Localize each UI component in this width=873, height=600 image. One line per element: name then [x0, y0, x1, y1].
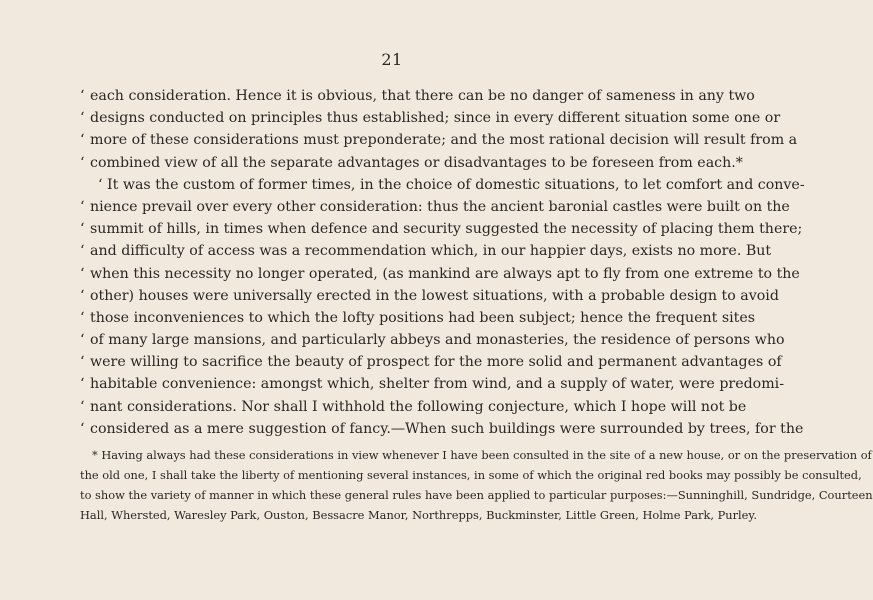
- quote-mark: ‘: [80, 420, 85, 437]
- line-text: considered as a mere suggestion of fancy.—When such buildings were surrounded by trees, for the: [90, 420, 804, 437]
- quote-mark: ‘: [80, 332, 85, 349]
- line-text: nience prevail over every other consideration: thus the ancient baronial castles were built on the: [90, 198, 790, 215]
- footnote-line: Hall, Whersted, Waresley Park, Ouston, Bessacre Manor, Northrepps, Buckminster, Little Green, Holme Park, Purley.: [80, 508, 757, 522]
- quote-mark: ‘: [80, 88, 85, 104]
- line-text: combined view of all the separate advantages or disadvantages to be foreseen from each.*: [90, 154, 743, 171]
- quote-mark: ‘: [80, 287, 85, 304]
- text-line: [80, 110, 781, 132]
- text-line: [80, 198, 790, 221]
- text-line: [80, 398, 747, 421]
- quote-mark: ‘: [80, 243, 85, 260]
- text-line: [80, 265, 800, 288]
- line-text: were willing to sacrifice the beauty of prospect for the more solid and permanent advantages of: [90, 354, 782, 371]
- text-line: [80, 332, 785, 354]
- line-text: other) houses were universally erected in the lowest situations, with a probable design to avoid: [90, 287, 779, 304]
- quote-mark: ‘: [80, 221, 85, 238]
- footnote-line: * Having always had these considerations in view whenever I have been consulted in the site of a new house, or on the preservation of: [92, 448, 872, 462]
- quote-mark: ‘: [80, 154, 85, 171]
- line-text: more of these considerations must preponderate; and the most rational decision will result from a: [90, 132, 798, 149]
- text-line: [80, 287, 779, 310]
- line-text: ‘ It was the custom of former times, in the choice of domestic situations, to let comfort and conve-: [98, 176, 805, 193]
- quote-mark: ‘: [80, 398, 85, 415]
- line-text: habitable convenience: amongst which, shelter from wind, and a supply of water, were predomi-: [90, 376, 785, 393]
- text-line: [80, 309, 756, 332]
- text-line: [80, 420, 804, 443]
- line-text: when this necessity no longer operated, (as mankind are always apt to fly from one extreme to the: [90, 265, 800, 282]
- quote-mark: ‘: [80, 110, 85, 127]
- body-text: [80, 88, 805, 443]
- line-text: and difficulty of access was a recommendation which, in our happier days, exists no more. But: [90, 243, 772, 260]
- line-text: of many large mansions, and particularly abbeys and monasteries, the residence of persons who: [90, 332, 785, 349]
- quote-mark: ‘: [80, 198, 85, 215]
- line-text: those inconveniences to which the lofty positions had been subject; hence the frequent sites: [90, 309, 756, 326]
- quote-mark: ‘: [80, 376, 85, 393]
- line-text: summit of hills, in times when defence and security suggested the necessity of placing them there;: [90, 221, 803, 238]
- quote-mark: ‘: [80, 132, 85, 149]
- text-line: [80, 354, 782, 376]
- line-text: designs conducted on principles thus established; since in every different situation some one or: [90, 110, 781, 127]
- footnote: [80, 448, 873, 528]
- text-line: [80, 376, 785, 398]
- line-text: each consideration. Hence it is obvious, that there can be no danger of sameness in any two: [90, 88, 755, 104]
- page-number: 21: [381, 50, 403, 69]
- footnote-line: the old one, I shall take the liberty of mentioning several instances, in some of which the original red books may possibly be consulted,: [80, 468, 862, 482]
- text-line: [80, 221, 803, 243]
- text-line: [80, 243, 772, 265]
- quote-mark: ‘: [80, 354, 85, 371]
- text-line: [80, 132, 798, 154]
- line-text: nant considerations. Nor shall I withhold the following conjecture, which I hope will not be: [90, 398, 747, 415]
- quote-mark: ‘: [80, 309, 85, 326]
- text-line: [80, 88, 755, 110]
- footnote-line: to show the variety of manner in which these general rules have been applied to particular purposes:—Sunninghill, Sundridge, Courteen: [80, 488, 873, 502]
- quote-mark: ‘: [80, 265, 85, 282]
- text-line: [80, 176, 805, 199]
- text-line: [80, 154, 743, 177]
